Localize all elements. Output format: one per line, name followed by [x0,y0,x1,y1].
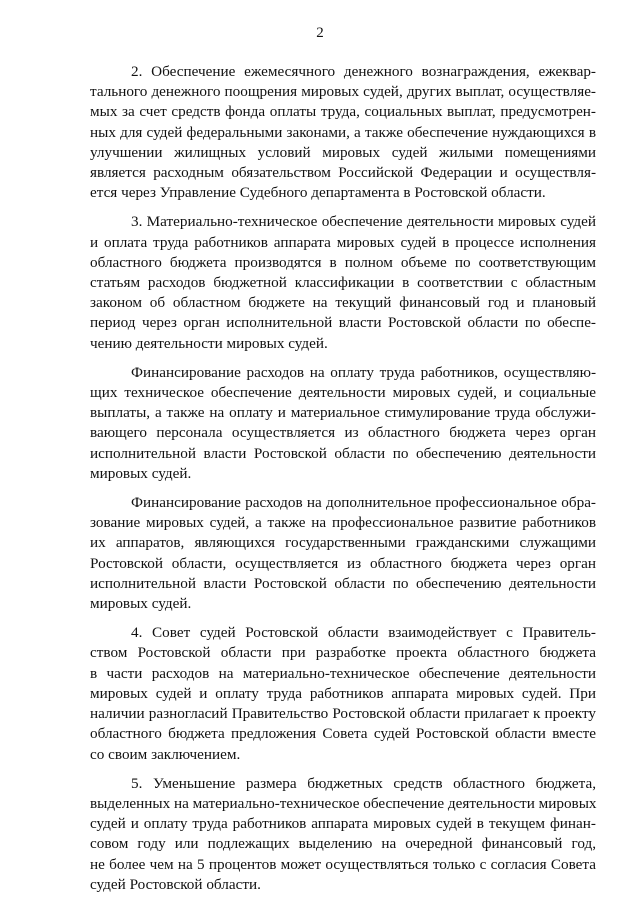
paragraph-line: ством Ростовской области при разработке проекта областного бюджета [90,644,596,662]
paragraph-line: тального денежного поощрения мировых судей, других выплат, осуществляе- [90,83,596,101]
paragraph-5 [90,623,596,764]
paragraph-2 [90,212,596,353]
paragraph-line: судей и оплату труда работников аппарата мировых судей в текущем финан- [90,815,596,833]
paragraph-1 [90,62,596,203]
paragraph-line: мых за счет средств фонда оплаты труда, социальных выплат, предусмотрен- [90,103,596,121]
paragraph-line: чению деятельности мировых судей. [90,334,328,352]
paragraph-line: наличии разногласий Правительство Ростовской области прилагает к проекту [90,705,596,723]
paragraph-line: является расходным обязательством Российской Федерации и осуществля- [90,164,596,182]
paragraph-line: улучшении жилищных условий мировых судей жилыми помещениями [90,143,596,161]
paragraph-line: мировых судей. [90,464,192,482]
paragraph-line: вающего персонала осуществляется из областного бюджета через орган [90,424,596,442]
paragraph-line: ных для судей федеральными законами, а также обеспечение нуждающихся в [90,123,596,141]
paragraph-line: выделенных на материально-техническое обеспечение деятельности мировых [90,794,597,812]
paragraph-line: Ростовской области, осуществляется из областного бюджета через орган [90,554,596,572]
paragraph-line: 5. Уменьшение размера бюджетных средств областного бюджета, [131,774,596,792]
paragraph-line: щих техническое обеспечение деятельности мировых судей, и социальные [90,384,596,402]
paragraph-line: период через орган исполнительной власти Ростовской области по обеспе- [90,314,596,332]
paragraph-line: их аппаратов, являющихся государственными гражданскими служащими [90,534,596,552]
paragraph-3 [90,363,596,484]
paragraph-line: со своим заключением. [90,745,241,763]
paragraph-line: и оплата труда работников аппарата мировых судей в процессе исполнения [90,233,596,251]
paragraph-line: законом об областном бюджете на текущий финансовый год и плановый [90,294,596,312]
paragraph-line: совом году или подлежащих выделению на очередной финансовый год, [90,835,596,853]
paragraph-line: не более чем на 5 процентов может осуществляться только с согласия Совета [90,855,596,873]
paragraph-line: исполнительной власти Ростовской области по обеспечению деятельности [90,444,596,462]
paragraph-line: 3. Материально-техническое обеспечение деятельности мировых судей [131,213,596,231]
paragraph-line: в части расходов на материально-техническое обеспечение деятельности [90,664,596,682]
paragraph-line: ется через Управление Судебного департамента в Ростовской области. [90,184,546,202]
paragraph-line: исполнительной власти Ростовской области по обеспечению деятельности [90,574,596,592]
paragraph-4 [90,493,596,614]
paragraph-line: зование мировых судей, а также на профессиональное развитие работников [90,514,596,532]
paragraph-line: областного бюджета предложения Совета судей Ростовской области вместе [90,725,596,743]
paragraph-line: 2. Обеспечение ежемесячного денежного вознаграждения, ежеквар- [131,63,596,80]
paragraph-line: выплаты, а также на оплату и материальное стимулирование труда обслужи- [90,404,596,422]
paragraph-line: статьям расходов бюджетной классификации в соответствии с областным [90,274,596,292]
paragraph-line: мировых судей. [90,595,192,613]
paragraph-line: Финансирование расходов на дополнительное профессиональное обра- [131,494,596,512]
paragraph-line: областного бюджета производятся в полном объеме по соответствующим [90,253,596,271]
paragraph-line: 4. Совет судей Ростовской области взаимодействует с Правитель- [131,624,596,642]
paragraph-line: Финансирование расходов на оплату труда работников, осуществляю- [131,363,596,381]
paragraph-line: судей Ростовской области. [90,875,261,893]
paragraph-line: мировых судей и оплату труда работников аппарата мировых судей. При [90,684,596,702]
page-number: 2 [316,25,324,41]
paragraph-6 [90,774,596,895]
document-body [90,62,596,904]
